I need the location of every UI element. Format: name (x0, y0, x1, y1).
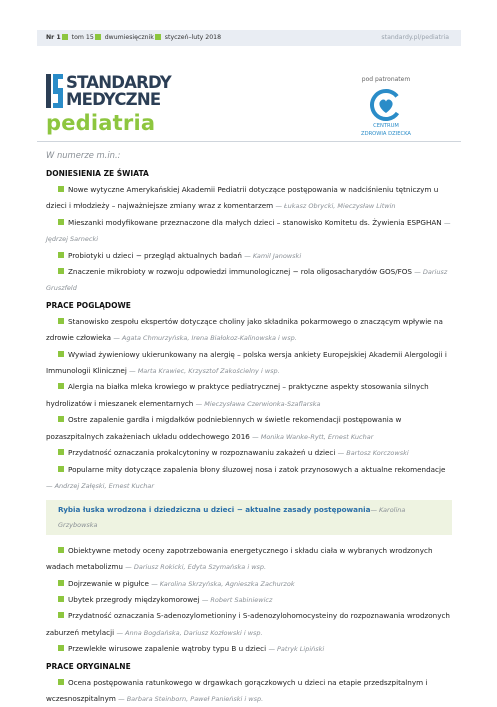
issue-bar (37, 30, 461, 46)
item-title: Nowe wytyczne Amerykańskiej Akademii Pediatrii dotyczące postępowania w nadciśnieniu tętniczym u dzieci i młodzieży – najważniejsze zmiany wraz z komentarzem (46, 185, 439, 211)
logo-line-2: MEDYCZNE (66, 90, 161, 109)
issue-number: Nr 1 (46, 34, 61, 41)
item-title: Stanowisko zespołu ekspertów dotyczące choliny jako składnika pokarmowego o znaczącym wpływie na zdrowie człowieka (46, 316, 443, 343)
patronage-org-line-2: ZDROWIA DZIECKA (361, 130, 411, 137)
item-authors: — Kamil Janowski (244, 251, 302, 260)
bullet-square-icon (58, 318, 64, 324)
item-title: Wywiad żywieniowy ukierunkowany na alergię – polska wersja ankiety Europejskiej Akademii Alergologii i Immunologii Klinicznej (46, 349, 447, 376)
item-authors: — Robert Sabiniewicz (201, 595, 273, 604)
issue-date: styczeń–luty 2018 (164, 34, 222, 41)
list-item[interactable] (46, 379, 452, 412)
category-heading: DONIESIENIA ZE ŚWIATA (46, 169, 149, 178)
bullet-square-icon (58, 252, 64, 258)
list-item[interactable] (46, 182, 452, 215)
list-item[interactable] (46, 264, 452, 297)
bullet-square-icon (58, 596, 64, 602)
intro-text: W numerze m.in.: (46, 150, 121, 160)
list-item[interactable] (46, 347, 452, 380)
bullet-square-icon (58, 219, 64, 225)
featured-article[interactable] (46, 500, 452, 534)
list-item[interactable] (46, 462, 452, 495)
bullet-square-icon (58, 449, 64, 455)
bullet-square-icon (58, 383, 64, 389)
item-title: Przewlekłe wirusowe zapalenie wątroby typu B u dzieci (68, 644, 267, 654)
issue-info (46, 30, 221, 46)
table-of-contents (46, 169, 452, 707)
item-authors: — Andrzej Załęski, Ernest Kuchar (46, 481, 155, 490)
bullet-square-icon (58, 580, 64, 586)
category-heading: PRACE ORYGINALNE (46, 661, 131, 671)
item-authors: — Anna Bogdańska, Dariusz Kozłowski i wsp. (116, 628, 263, 637)
czd-heart-emblem-icon (369, 88, 403, 122)
list-item[interactable] (46, 675, 452, 707)
item-title: Mieszanki modyfikowane przeznaczone dla małych dzieci – stanowisko Komitetu ds. Żywienia ESPGHAN (68, 217, 442, 227)
item-title: Przydatność oznaczania prokalcytoniny w rozpoznawaniu zakażeń u dzieci (68, 448, 336, 458)
list-item[interactable] (46, 641, 452, 657)
item-authors: — Monika Wanke-Rytt, Ernest Kuchar (252, 432, 374, 441)
item-title: Obiektywne metody oceny zapotrzebowania energetycznego i składu ciała w wybranych wrodzonych wadach metabolizmu (46, 545, 433, 572)
bullet-square-icon (62, 34, 68, 40)
bullet-square-icon (95, 34, 101, 40)
section-title: pediatria (46, 111, 156, 135)
bullet-square-icon (58, 645, 64, 651)
category-heading: PRACE POGLĄDOWE (46, 300, 131, 310)
bullet-square-icon (58, 268, 64, 274)
bullet-square-icon (58, 612, 64, 618)
featured-title: Rybia łuska wrodzona i dziedziczna u dzieci − aktualne zasady postępowania (58, 505, 371, 515)
featured-authors: — Karolina Grzybowska (58, 506, 406, 529)
bullet-square-icon (58, 351, 64, 357)
item-title: Ubytek przegrody międzykomorowej (68, 594, 200, 604)
divider (37, 141, 461, 142)
site-link[interactable]: standardy.pl/pediatria (381, 34, 449, 41)
item-title: Dojrzewanie w pigułce (68, 578, 149, 588)
list-item[interactable] (46, 543, 452, 576)
bullet-square-icon (155, 34, 161, 40)
item-authors: — Barbara Steinborn, Paweł Panieński i wsp. (118, 694, 264, 703)
item-title: Alergia na białka mleka krowiego w praktyce pediatrycznej – praktyczne aspekty stosowania silnych hydrolizatów i mieszanek elementarnych (46, 382, 429, 408)
item-title: Przydatność oznaczania S-adenozylometioniny i S-adenozylohomocysteiny do rozpoznawania wrodzonych zaburzeń metylacji (46, 611, 450, 637)
item-authors: — Karolina Skrzyńska, Agnieszka Zachurzok (151, 579, 295, 588)
item-authors: — Jędrzej Sarnecki (46, 218, 451, 244)
list-item[interactable] (46, 592, 452, 608)
logo-line-1: STANDARDY (66, 73, 171, 92)
list-item[interactable] (46, 576, 452, 592)
logo-mark-icon (46, 74, 63, 108)
item-authors: — Marta Krawiec, Krzysztof Zakościelny i wsp. (129, 367, 280, 376)
patronage-label: pod patronatem (361, 76, 411, 83)
item-title: Probiotyki u dzieci − przegląd aktualnych badań (68, 250, 242, 260)
standardy-medyczne-logo (46, 73, 196, 109)
list-item[interactable] (46, 412, 452, 445)
item-authors: — Agata Chmurzyńska, Irena Białokoz-Kalinowska i wsp. (113, 334, 297, 343)
item-title: Ostre zapalenie gardła i migdałków podniebiennych w świetle rekomendacji postępowania w pozaszpitalnych zakażeniach układu oddechowego 2016 (46, 415, 402, 441)
item-authors: — Łukasz Obrycki, Mieczysław Litwin (275, 202, 396, 211)
list-item[interactable] (46, 215, 452, 248)
bullet-square-icon (58, 416, 64, 422)
patronage-org-line-1: CENTRUM (373, 123, 399, 129)
bullet-square-icon (58, 186, 64, 192)
list-item[interactable] (46, 314, 452, 347)
volume: tom 15 (71, 34, 94, 41)
bullet-square-icon (58, 679, 64, 685)
item-title: Popularne mity dotyczące zapalenia błony śluzowej nosa i zatok przynosowych a aktualne rekomendacje (68, 464, 446, 474)
list-item[interactable] (46, 445, 452, 461)
bullet-square-icon (58, 547, 64, 553)
list-item[interactable] (46, 248, 452, 264)
patronage-block (354, 76, 418, 137)
item-authors: — Dariusz Gruszfeld (46, 268, 448, 293)
item-title: Ocena postępowania ratunkowego w drgawkach gorączkowych u dzieci na etapie przedszpitalnym i wczesnoszpitalnym (46, 677, 428, 703)
frequency: dwumiesięcznik (104, 34, 154, 41)
item-title: Znaczenie mikrobioty w rozwoju odpowiedzi immunologicznej − rola oligosacharydów GOS/FOS (68, 267, 412, 277)
item-authors: — Bartosz Korczowski (337, 449, 409, 458)
item-authors: — Dariusz Rokicki, Edyta Szymańska i wsp. (125, 563, 267, 572)
item-authors: — Patryk Lipiński (268, 645, 325, 654)
list-item[interactable] (46, 608, 452, 641)
bullet-square-icon (58, 466, 64, 472)
item-authors: — Mieczysława Czerwionka-Szaflarska (195, 399, 321, 408)
